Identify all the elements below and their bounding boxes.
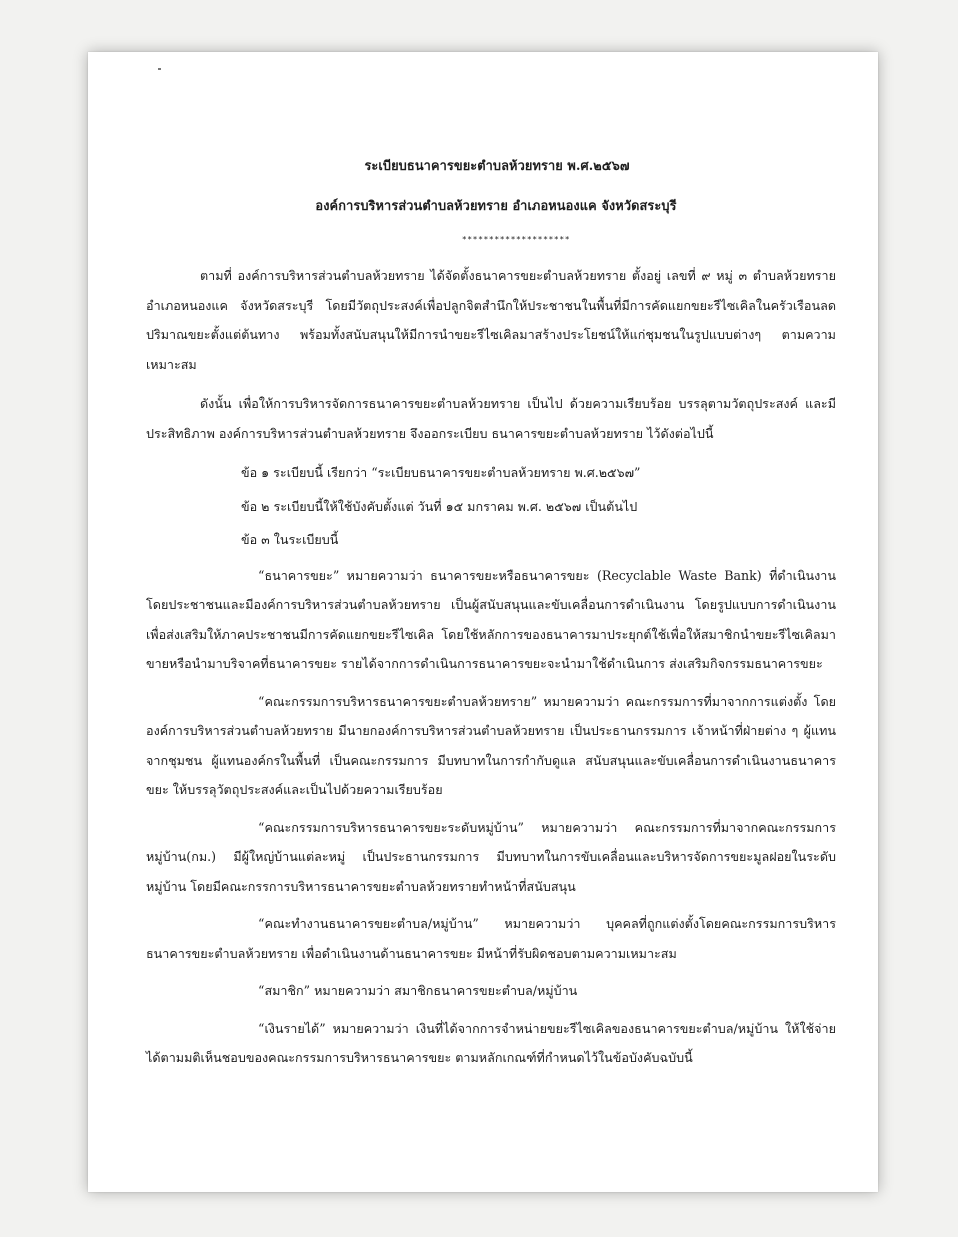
separator-line: ******************** — [461, 235, 571, 244]
definition-waste-bank: “ธนาคารขยะ” หมายความว่า ธนาคารขยะหรือธนาคารขยะ (Recyclable Waste Bank) ที่ดำเนินงานโดยประชาชนและมีองค์การบริหารส่วนตำบลห้วยทราย เป็นผู้สนับสนุนและขับเคลื่อนการดำเนินงาน โดยรูปแบบการดำเนินงานเพื่อส่งเสริมให้ภาคประชาชนมีการคัดแยกขยะรีไซเคิล โดยใช้หลักการของธนาคารมาประยุกต์ใช้เพื่อให้สมาชิกนำขยะรีไซเคิลมาขายหรือนำมาบริจาคที่ธนาคารขยะ รายได้จากการดำเนินการธนาคารขยะจะนำมาใช้ดำเนินการ ส่งเสริมกิจกรรมธนาคารขยะ — [146, 567, 836, 671]
paragraph-intro: ตามที่ องค์การบริหารส่วนตำบลห้วยทราย ได้จัดตั้งธนาคารขยะตำบลห้วยทราย ตั้งอยู่ เลขที่ ๙ หมู่ ๓ ตำบลห้วยทราย อำเภอหนองแค จังหวัดสระบุรี โดยมีวัตถุประสงค์เพื่อปลูกจิตสำนึกให้ประชาชนในพื้นที่มีการคัดแยกขยะรีไซเคิลในครัวเรือนลดปริมาณขยะตั้งแต่ต้นทาง พร้อมทั้งสนับสนุนให้มีการนำขยะรีไซเคิลมาสร้างประโยชน์ให้แก่ชุมชนในรูปแบบต่างๆ ตามความเหมาะสม — [146, 268, 836, 372]
definition-income: “เงินรายได้” หมายความว่า เงินที่ได้จากการจำหน่ายขยะรีไซเคิลของธนาคารขยะตำบล/หมู่บ้าน ให้ใช้จ่ายได้ตามมติเห็นชอบของคณะกรรมการบริหารธนาคารขยะ ตามหลักเกณฑ์ที่กำหนดไว้ในข้อบังคับฉบับนี้ — [146, 1020, 836, 1065]
definition-member: “สมาชิก” หมายความว่า สมาชิกธนาคารขยะตำบล/หมู่บ้าน — [258, 983, 578, 998]
clause-2: ข้อ ๒ ระเบียบนี้ให้ใช้บังคับตั้งแต่ วันที่ ๑๕ มกราคม พ.ศ. ๒๕๖๗ เป็นต้นไป — [241, 498, 638, 514]
scan-mark — [158, 68, 161, 70]
definition-working-group: “คณะทำงานธนาคารขยะตำบล/หมู่บ้าน” หมายความว่า บุคคลที่ถูกแต่งตั้งโดยคณะกรรมการบริหารธนาคารขยะตำบลห้วยทราย เพื่อดำเนินงานด้านธนาคารขยะ มีหน้าที่รับผิดชอบตามความเหมาะสม — [146, 916, 836, 961]
document-page — [88, 52, 878, 1192]
clause-1: ข้อ ๑ ระเบียบนี้ เรียกว่า “ระเบียบธนาคารขยะตำบลห้วยทราย พ.ศ.๒๕๖๗” — [241, 465, 641, 480]
document-title: ระเบียบธนาคารขยะตำบลห้วยทราย พ.ศ.๒๕๖๗ — [364, 159, 630, 174]
document-body — [146, 152, 836, 1081]
definition-subdistrict-committee: “คณะกรรมการบริหารธนาคารขยะตำบลห้วยทราย” หมายความว่า คณะกรรมการที่มาจากการแต่งตั้ง โดย องค์การบริหารส่วนตำบลห้วยทราย มีนายกองค์การบริหารส่วนตำบลห้วยทราย เป็นประธานกรรมการ เจ้าหน้าที่ฝ่ายต่าง ๆ ผู้แทนจากชุมชน ผู้แทนองค์กรในพื้นที่ เป็นคณะกรรมการ มีบทบาทในการกำกับดูแล สนับสนุนและขับเคลื่อนการดำเนินงานธนาคารขยะ ให้บรรลุวัตถุประสงค์และเป็นไปด้วยความเรียบร้อย — [146, 693, 836, 797]
definition-village-committee: “คณะกรรมการบริหารธนาคารขยะระดับหมู่บ้าน” หมายความว่า คณะกรรมการที่มาจากคณะกรรมการหมู่บ้าน(กม.) มีผู้ใหญ่บ้านแต่ละหมู่ เป็นประธานกรรมการ มีบทบาทในการขับเคลื่อนและบริหารจัดการขยะมูลฝอยในระดับหมู่บ้าน โดยมีคณะกรรการบริหารธนาคารขยะตำบลห้วยทรายทำหน้าที่สนับสนุน — [146, 819, 836, 894]
clause-3: ข้อ ๓ ในระเบียบนี้ — [241, 532, 339, 547]
paragraph-purpose: ดังนั้น เพื่อให้การบริหารจัดการธนาคารขยะตำบลห้วยทราย เป็นไป ด้วยความเรียบร้อย บรรลุตามวัตถุประสงค์ และมีประสิทธิภาพ องค์การบริหารส่วนตำบลห้วยทราย จึงออกระเบียบ ธนาคารขยะตำบลห้วยทราย ไว้ดังต่อไปนี้ — [146, 396, 836, 441]
document-subtitle: องค์การบริหารส่วนตำบลห้วยทราย อำเภอหนองแค จังหวัดสระบุรี — [315, 198, 677, 214]
